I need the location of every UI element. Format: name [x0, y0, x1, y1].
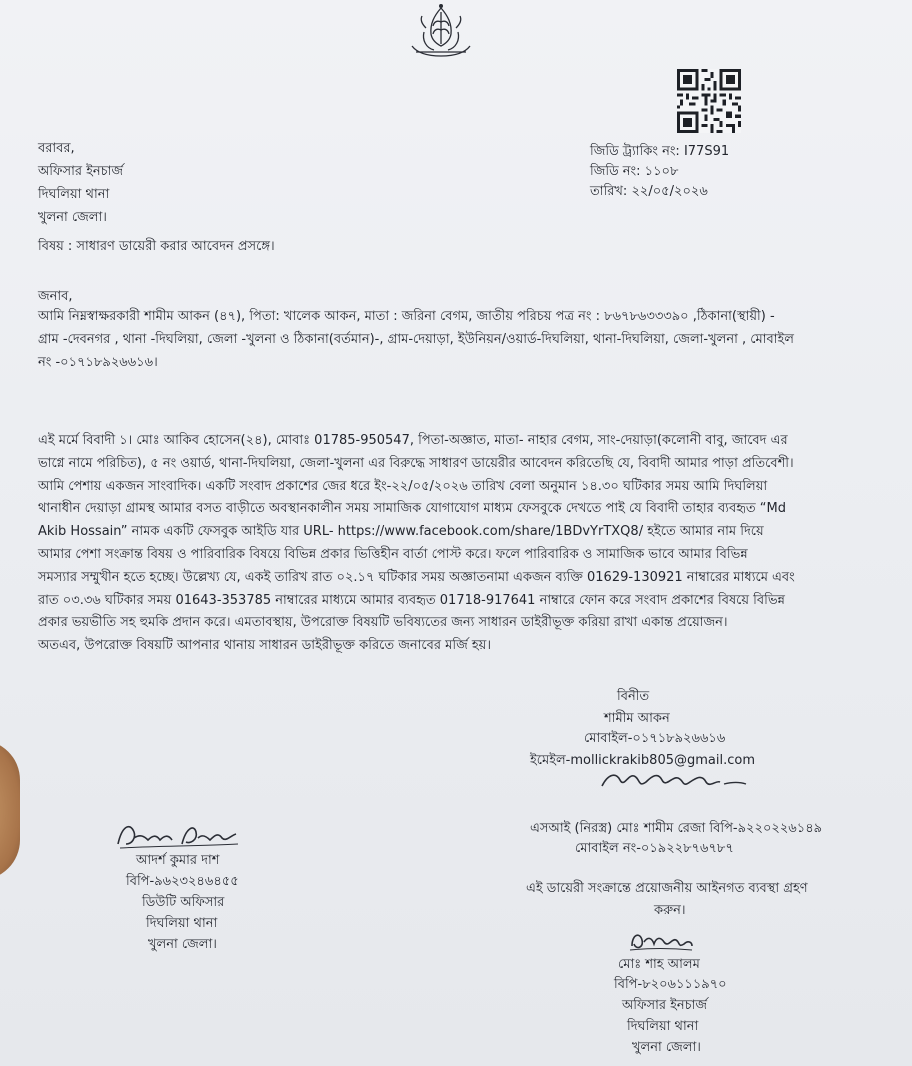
duty-officer-station: দিঘলিয়া থানা — [146, 916, 218, 931]
oc-station: দিঘলিয়া থানা — [627, 1019, 699, 1034]
gd-date: তারিখ: ২২/০৫/২০২৬ — [590, 184, 708, 199]
oc-signature — [626, 926, 696, 954]
subject-line: বিষয় : সাধারণ ডায়েরী করার আবেদন প্রসঙ্গে। — [38, 239, 275, 254]
paragraph-line: Akib Hossain” নামক একটি ফেসবুক আইডি যার URL- https://www.facebook.com/share/1BDvYrTXQ8/ হইতে আমার নাম দিয়ে — [38, 524, 764, 540]
salutation: জনাব, — [38, 289, 73, 304]
directive-line: করুন। — [654, 903, 686, 918]
paragraph-line: রাত ০৩.৩৬ ঘটিকার সময় 01643-353785 নাম্বারের মাধ্যমে আমার ব্যবহৃত 01718-917641 নাম্বারে ফোন করে সংবাদ প্রকাশের বিষয়ে বিভিন্ন — [38, 592, 785, 608]
gd-number: জিডি নং: ১১০৮ — [590, 164, 679, 179]
oc-title: অফিসার ইনচার্জ — [622, 998, 708, 1013]
duty-officer-bp: বিপি-৯৬২৩২৪৬৪৫৫ — [126, 874, 239, 889]
to-line: অফিসার ইনচার্জ — [38, 164, 124, 179]
applicant-email: ইমেইল-mollickrakib805@gmail.com — [530, 753, 755, 768]
paragraph-line: ভাগ্নে নামে পরিচিত), ৫ নং ওয়ার্ড, থানা-দিঘলিয়া, জেলা-খুলনা এর বিরুদ্ধে সাধারণ ডায়েরীর আবেদন করিতেছি যে, বিবাদী আমার পাড়া প্রতিবেশী। — [38, 455, 794, 471]
paragraph-line: নং -০১৭১৮৯২৬৬১৬। — [38, 354, 158, 370]
paragraph-line: আমার পেশা সংক্রান্ত বিষয় ও পারিবারিক বিষয়ে বিভিন্ন প্রকার ভিত্তিহীন বার্তা পোস্ট করে। ফলে পারিবারিক ও সামাজিক ভাবে আমার বিভিন্ন — [38, 546, 748, 562]
si-officer-mobile: মোবাইল নং-০১৯২২৮৭৬৭৮৭ — [575, 841, 734, 856]
to-line: খুলনা জেলা। — [38, 210, 107, 225]
oc-name: মোঃ শাহ আলম — [618, 957, 700, 972]
to-line: দিঘলিয়া থানা — [38, 187, 110, 202]
duty-officer-district: খুলনা জেলা। — [148, 937, 217, 952]
directive-line: এই ডায়েরী সংক্রান্তে প্রয়োজনীয় আইনগত ব্যবস্থা গ্রহণ — [526, 881, 808, 896]
duty-officer-title: ডিউটি অফিসার — [142, 895, 225, 910]
applicant-signature — [598, 764, 748, 798]
applicant-name: শামীম আকন — [604, 711, 670, 726]
closing-text: বিনীত — [617, 689, 650, 704]
body-paragraph — [38, 430, 878, 658]
paragraph-line: অতএব, উপরোক্ত বিষয়টি আপনার থানায় সাধারন ডাইরীভূক্ত করিতে জনাবের মর্জি হয়। — [38, 638, 491, 654]
paragraph-line: প্রকার ভয়ভীতি সহ হুমকি প্রদান করে। এমতাবস্থায়, উপরোক্ত বিষয়টি ভবিষ্যতের জন্য সাধারন ডাইরীভূক্ত করিয়া রাখা একান্ত প্রয়োজন। — [38, 615, 728, 631]
to-line: বরাবর, — [38, 141, 75, 156]
paragraph-line: আমি পেশায় একজন সাংবাদিক। একটি সংবাদ প্রকাশের জের ধরে ইং-২২/০৫/২০২৬ তারিখ বেলা অনুমান ১৪.৩০ ঘটিকার সময় আমি দিঘলিয়া — [38, 478, 768, 494]
thumb-in-photo — [0, 740, 20, 880]
oc-bp: বিপি-৮২০৬১১১৯৭০ — [614, 977, 727, 992]
intro-paragraph — [38, 306, 878, 374]
duty-officer-signature — [112, 818, 242, 852]
gd-tracking-number: জিডি ট্র্যাকিং নং: I77S91 — [590, 144, 730, 159]
si-officer-line: এসআই (নিরস্ত্র) মোঃ শামীম রেজা বিপি-৯২২০২২৬১৪৯ — [530, 821, 823, 836]
applicant-mobile: মোবাইল-০১৭১৮৯২৬৬১৬ — [584, 731, 726, 746]
paragraph-line: থানাধীন দেয়াড়া গ্রামস্থ আমার বসত বাড়ীতে অবস্থানকালীন সময় সামাজিক যোগাযোগ মাধ্যম ফেসবুকে দেখতে পাই যে বিবাদী তাহার ব্যবহৃত “Md — [38, 501, 786, 517]
paragraph-line: এই মর্মে বিবাদী ১। মোঃ আকিব হোসেন(২৪), মোবাঃ 01785-950547, পিতা-অজ্ঞাত, মাতা- নাহার বেগম, সাং-দেয়াড়া(কলোনী বাবু, জাবেদ এর — [38, 433, 788, 448]
qr-code — [677, 67, 741, 135]
paragraph-line: সমস্যার সম্মুখীন হতে হচ্ছে। উল্লেখ্য যে, একই তারিখ রাত ০২.১৭ ঘটিকার সময় অজ্ঞাতনামা একজন ব্যক্তি 01629-130921 নাম্বারের মাধ্যমে এবং — [38, 569, 795, 585]
oc-district: খুলনা জেলা। — [632, 1040, 701, 1055]
duty-officer-name: আদর্শ কুমার দাশ — [136, 853, 220, 868]
paragraph-line: গ্রাম -দেবনগর , থানা -দিঘলিয়া, জেলা -খুলনা ও ঠিকানা(বর্তমান)-, গ্রাম-দেয়াড়া, ইউনিয়ন/ওয়ার্ড-দিঘলিয়া, থানা-দিঘলিয়া, জেলা-খুলনা , মোবাইল — [38, 331, 794, 347]
paragraph-line: আমি নিম্নস্বাক্ষরকারী শামীম আকন (৪৭), পিতা: খালেক আকন, মাতা : জরিনা বেগম, জাতীয় পরিচয় পত্র নং : ৮৬৭৮৬৩৩৩৯০ ,ঠিকানা(স্থায়ী) - — [38, 309, 775, 324]
police-emblem-icon — [406, 2, 476, 60]
